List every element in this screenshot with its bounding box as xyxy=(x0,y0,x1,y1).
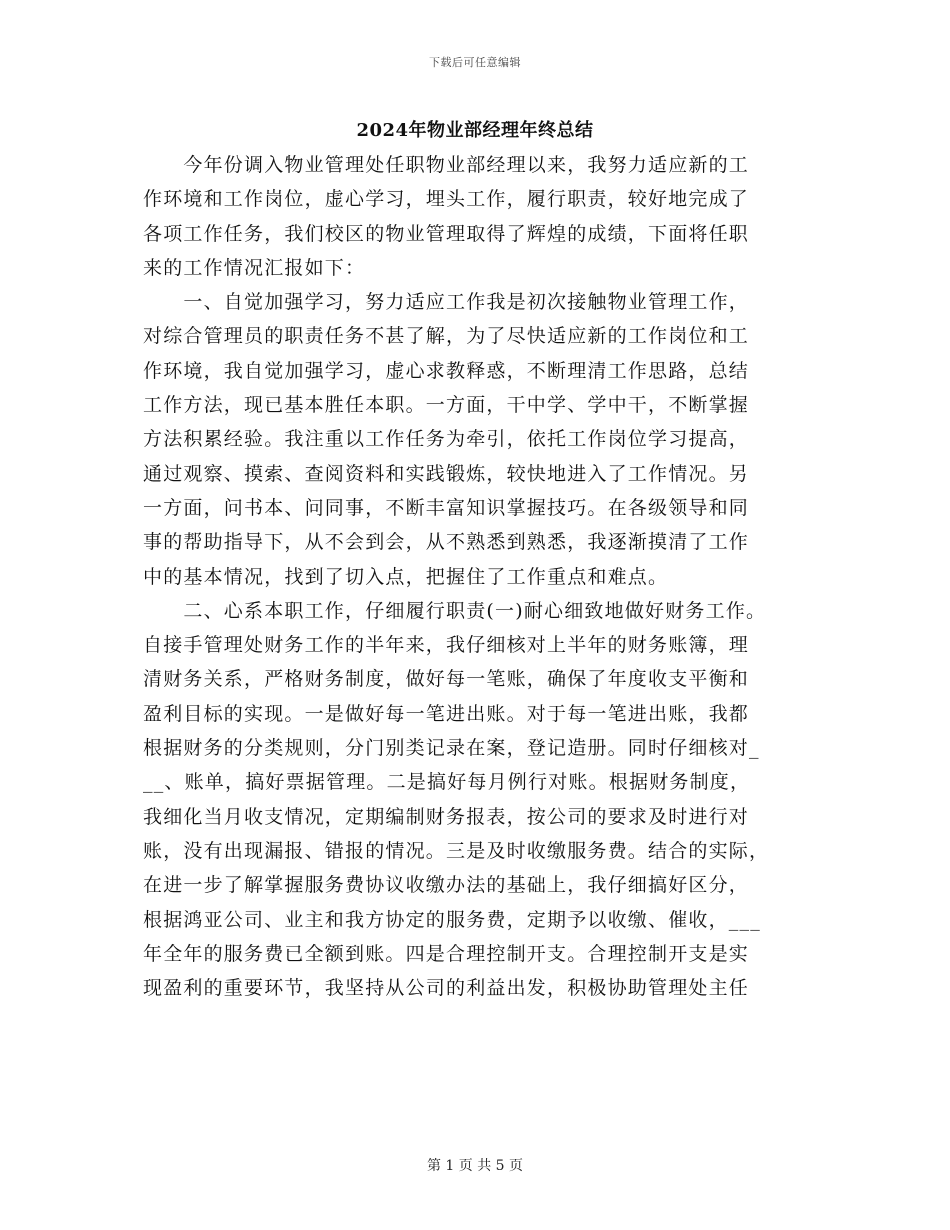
body-line: 二、心系本职工作，仔细履行职责(一)耐心细致地做好财务工作。 xyxy=(143,599,767,622)
body-line: 作环境和工作岗位，虚心学习，埋头工作，履行职责，较好地完成了 xyxy=(143,188,750,211)
body-line: 年全年的服务费已全额到账。四是合理控制开支。合理控制开支是实 xyxy=(143,942,750,965)
body-line: 来的工作情况汇报如下： xyxy=(143,256,366,279)
body-line: 通过观察、摸索、查阅资料和实践锻炼，较快地进入了工作情况。另 xyxy=(143,462,750,485)
body-line: 今年份调入物业管理处任职物业部经理以来，我努力适应新的工 xyxy=(143,154,750,176)
body-line: 一方面，问书本、问同事，不断丰富知识掌握技巧。在各级领导和同 xyxy=(143,496,750,519)
body-line: 一、自觉加强学习，努力适应工作我是初次接触物业管理工作， xyxy=(143,291,750,314)
body-line: 根据财务的分类规则，分门别类记录在案，登记造册。同时仔细核对_ xyxy=(143,737,760,760)
body-line: 各项工作任务，我们校区的物业管理取得了辉煌的成绩，下面将任职 xyxy=(143,222,750,245)
body-line: 方法积累经验。我注重以工作任务为牵引，依托工作岗位学习提高， xyxy=(143,428,750,451)
body-line: 工作方法，现已基本胜任本职。一方面，干中学、学中干，不断掌握 xyxy=(143,394,750,417)
document-title: 2024年物业部经理年终总结 xyxy=(356,120,594,141)
body-line: 作环境，我自觉加强学习，虚心求教释惑，不断理清工作思路，总结 xyxy=(143,359,750,382)
document-body xyxy=(143,148,807,1005)
body-line: 现盈利的重要环节，我坚持从公司的利益出发，积极协助管理处主任 xyxy=(143,977,750,1000)
body-line: 账，没有出现漏报、错报的情况。三是及时收缴服务费。结合的实际， xyxy=(143,839,770,862)
body-line: 自接手管理处财务工作的半年来，我仔细核对上半年的财务账簿，理 xyxy=(143,634,750,657)
body-line: 根据鸿亚公司、业主和我方协定的服务费，定期予以收缴、催收，___ xyxy=(143,908,761,931)
page-number: 第 1 页 共 5 页 xyxy=(426,1158,524,1174)
body-line: 事的帮助指导下，从不会到会，从不熟悉到熟悉，我逐渐摸清了工作 xyxy=(143,531,750,554)
body-line: 盈利目标的实现。一是做好每一笔进出账。对于每一笔进出账，我都 xyxy=(143,702,750,725)
body-line: 对综合管理员的职责任务不甚了解，为了尽快适应新的工作岗位和工 xyxy=(143,325,750,348)
body-line: 中的基本情况，找到了切入点，把握住了工作重点和难点。 xyxy=(143,565,669,588)
body-line: 清财务关系，严格财务制度，做好每一笔账，确保了年度收支平衡和 xyxy=(143,668,750,691)
page-header-note: 下载后可任意编辑 xyxy=(429,56,521,69)
body-line: 我细化当月收支情况，定期编制财务报表，按公司的要求及时进行对 xyxy=(143,805,750,828)
body-line: 在进一步了解掌握服务费协议收缴办法的基础上，我仔细搞好区分， xyxy=(143,874,750,897)
body-line: __、账单，搞好票据管理。二是搞好每月例行对账。根据财务制度， xyxy=(143,771,751,794)
